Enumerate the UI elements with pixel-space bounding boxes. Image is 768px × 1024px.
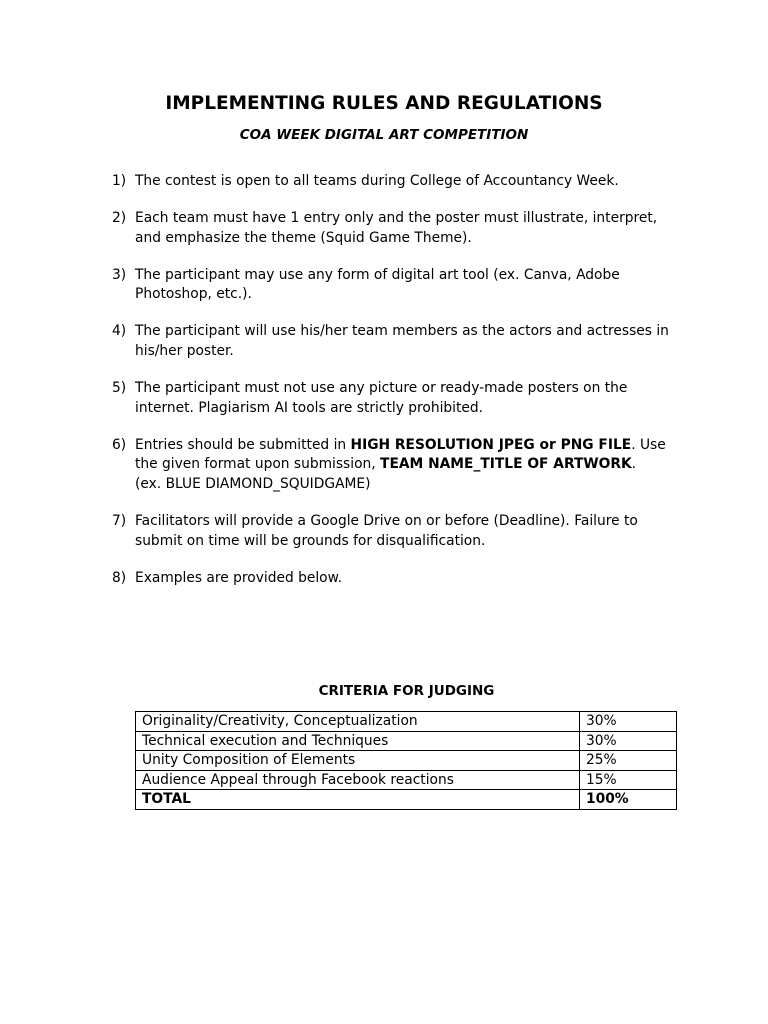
criterion-cell: Originality/Creativity, Conceptualization <box>136 712 580 732</box>
rules-list <box>112 172 682 606</box>
rule-emphasis: TEAM NAME_TITLE OF ARTWORK <box>380 456 632 473</box>
weight-cell: 30% <box>580 712 677 732</box>
rule-emphasis: HIGH RESOLUTION JPEG or PNG FILE <box>350 436 632 453</box>
rule-number: 6) <box>112 436 127 453</box>
criterion-cell: Unity Composition of Elements <box>136 751 580 771</box>
rule-number: 5) <box>112 380 127 397</box>
rule-text-segment: The contest is open to all teams during College of Accountancy Week. <box>135 173 619 189</box>
rule-text-segment: . <box>631 456 637 473</box>
rule-text <box>135 266 682 305</box>
rule-item <box>112 172 682 192</box>
rule-number: 1) <box>112 173 127 189</box>
page-title: IMPLEMENTING RULES AND REGULATIONS <box>165 93 603 114</box>
rule-text-segment: Entries should be submitted in <box>135 436 351 453</box>
weight-cell: 25% <box>580 751 677 771</box>
rule-text <box>135 436 682 495</box>
criteria-table-body <box>136 712 677 810</box>
rule-number: 7) <box>112 513 127 530</box>
rule-item <box>112 436 682 495</box>
rule-text <box>135 512 682 551</box>
criteria-total-row <box>136 790 677 810</box>
rule-text-segment: The participant may use any form of digital art tool (ex. Canva, Adobe Photoshop, etc.). <box>135 266 620 303</box>
rule-item <box>112 512 682 551</box>
rule-item <box>112 322 682 361</box>
rule-number: 3) <box>112 266 127 283</box>
rule-text-segment: Examples are provided below. <box>135 569 343 586</box>
criteria-row <box>136 751 677 771</box>
rule-text-segment: . Use the given format upon submission, <box>135 436 666 473</box>
total-weight-cell: 100% <box>580 790 677 810</box>
weight-cell: 30% <box>580 731 677 751</box>
criteria-row <box>136 712 677 732</box>
rule-number: 8) <box>112 569 127 586</box>
rule-text <box>135 569 682 589</box>
total-label-cell: TOTAL <box>136 790 580 810</box>
rule-text <box>135 209 682 248</box>
criterion-cell: Audience Appeal through Facebook reactions <box>136 770 580 790</box>
rule-text-segment: The participant will use his/her team members as the actors and actresses in his/her poster. <box>135 323 669 360</box>
rule-text <box>135 379 682 418</box>
criteria-table <box>135 711 677 810</box>
criteria-row <box>136 770 677 790</box>
rule-text-segment: The participant must not use any picture or ready-made posters on the internet. Plagiarism AI tools are strictly prohibited. <box>135 380 628 416</box>
criterion-cell: Technical execution and Techniques <box>136 731 580 751</box>
rule-text-segment: (ex. BLUE DIAMOND_SQUIDGAME) <box>135 476 371 493</box>
rule-text-segment: Facilitators will provide a Google Drive on or before (Deadline). Failure to submit on time will be grounds for disqualification. <box>135 513 638 549</box>
rule-item <box>112 569 682 589</box>
page-subtitle: COA WEEK DIGITAL ART COMPETITION <box>239 127 529 143</box>
weight-cell: 15% <box>580 770 677 790</box>
rule-number: 4) <box>112 323 127 340</box>
rule-item <box>112 266 682 305</box>
criteria-row <box>136 731 677 751</box>
rule-number: 2) <box>112 210 127 227</box>
rule-text <box>135 172 682 192</box>
criteria-heading: CRITERIA FOR JUDGING <box>318 683 495 699</box>
rule-text-segment: Each team must have 1 entry only and the poster must illustrate, interpret, and emphasize the theme (Squid Game Theme). <box>135 210 658 246</box>
rule-item <box>112 209 682 248</box>
rule-item <box>112 379 682 418</box>
rule-text <box>135 322 682 361</box>
